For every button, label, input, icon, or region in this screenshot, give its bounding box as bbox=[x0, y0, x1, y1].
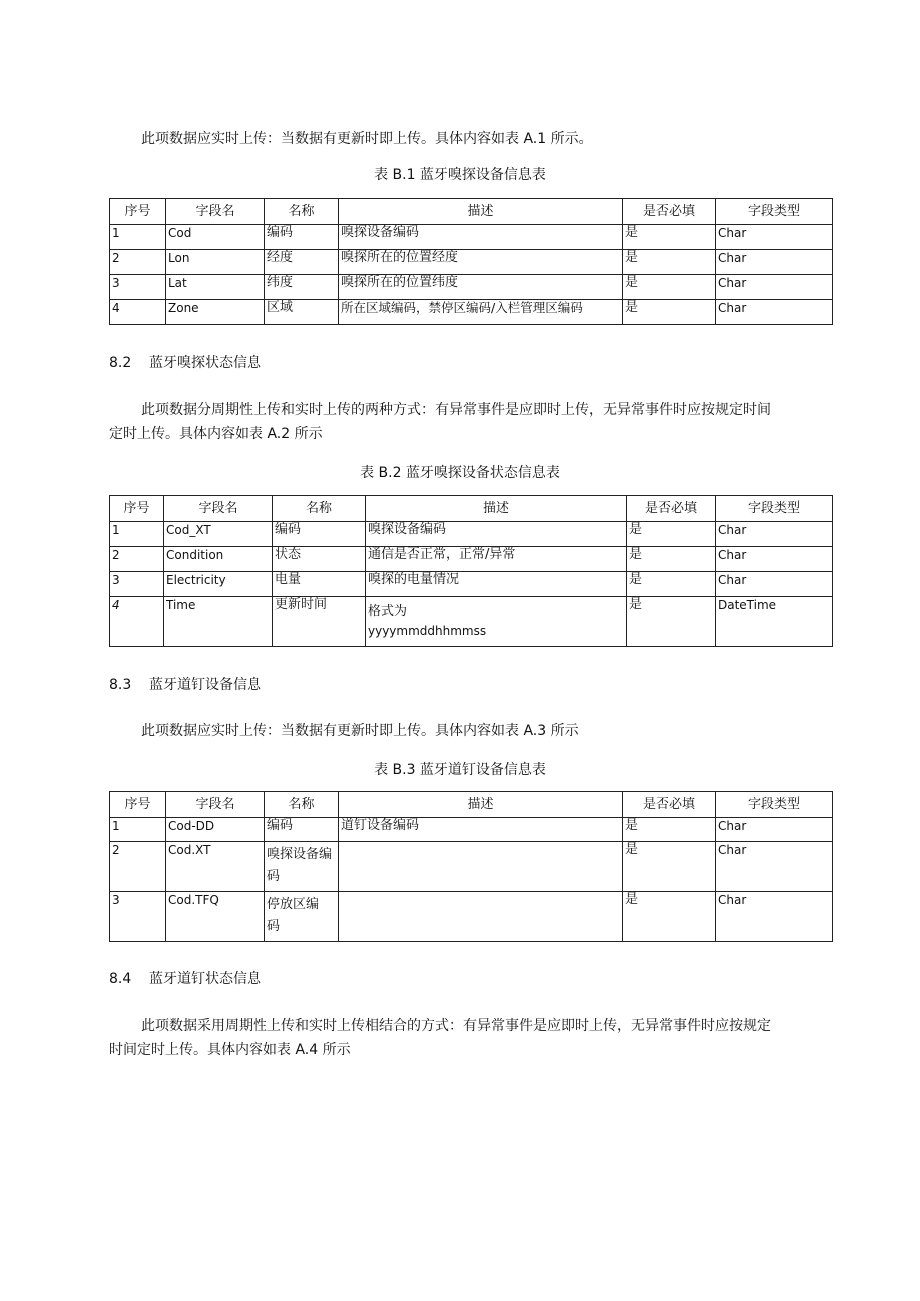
cell-type: Char bbox=[716, 892, 833, 942]
cell-desc: 通信是否正常，正常/异常 bbox=[366, 547, 627, 572]
cell-field: Cod_XT bbox=[164, 522, 273, 547]
cell-name bbox=[265, 842, 339, 892]
cell-required: 是 bbox=[627, 547, 716, 572]
cell-field: Cod.TFQ bbox=[166, 892, 265, 942]
col-header-type: 字段类型 bbox=[716, 792, 833, 818]
intro-paragraph-1: 此项数据应实时上传：当数据有更新时即上传。具体内容如表 A.1 所示。 bbox=[141, 131, 593, 147]
cell-desc: 嗅探的电量情况 bbox=[366, 572, 627, 597]
cell-desc: 嗅探设备编码 bbox=[339, 225, 623, 250]
table-row bbox=[110, 892, 833, 942]
cell-no: 2 bbox=[110, 250, 166, 275]
paragraph-4-line-1: 此项数据采用周期性上传和实时上传相结合的方式：有异常事件是应即时上传，无异常事件时应按规定 bbox=[141, 1018, 771, 1034]
cell-field: Lon bbox=[166, 250, 265, 275]
paragraph-2-line-2: 定时上传。具体内容如表 A.2 所示 bbox=[109, 426, 323, 442]
col-header-desc: 描述 bbox=[366, 496, 627, 522]
cell-field: Electricity bbox=[164, 572, 273, 597]
cell-name: 经度 bbox=[265, 250, 339, 275]
cell-required: 是 bbox=[627, 597, 716, 647]
cell-name: 状态 bbox=[273, 547, 366, 572]
col-header-no: 序号 bbox=[110, 496, 164, 522]
cell-name: 更新时间 bbox=[273, 597, 366, 647]
col-header-type: 字段类型 bbox=[716, 199, 833, 225]
cell-desc-line-1: 格式为 bbox=[368, 604, 408, 619]
cell-no: 2 bbox=[110, 547, 164, 572]
col-header-name: 名称 bbox=[265, 792, 339, 818]
cell-name-line-1: 嗅探设备编 bbox=[267, 847, 333, 862]
cell-field: Condition bbox=[164, 547, 273, 572]
table-2-caption: 表 B.2 蓝牙嗅探设备状态信息表 bbox=[360, 465, 560, 481]
table-1-caption: 表 B.1 蓝牙嗅探设备信息表 bbox=[374, 167, 546, 183]
cell-name: 编码 bbox=[265, 818, 339, 842]
table-row bbox=[110, 275, 833, 300]
cell-type: DateTime bbox=[716, 597, 833, 647]
cell-type: Char bbox=[716, 842, 833, 892]
cell-name-line-2: 码 bbox=[267, 919, 281, 934]
col-header-field: 字段名 bbox=[166, 199, 265, 225]
col-header-name: 名称 bbox=[265, 199, 339, 225]
table-row bbox=[110, 597, 833, 647]
cell-no: 4 bbox=[110, 300, 166, 325]
cell-desc bbox=[366, 597, 627, 647]
col-header-required: 是否必填 bbox=[623, 199, 716, 225]
section-heading-8-4 bbox=[109, 968, 261, 988]
cell-type: Char bbox=[716, 572, 833, 597]
col-header-required: 是否必填 bbox=[623, 792, 716, 818]
cell-field: Time bbox=[164, 597, 273, 647]
col-header-required: 是否必填 bbox=[627, 496, 716, 522]
table-row bbox=[110, 300, 833, 325]
cell-no: 1 bbox=[110, 522, 164, 547]
cell-desc: 所在区域编码，禁停区编码/入栏管理区编码 bbox=[339, 300, 623, 325]
cell-field: Cod bbox=[166, 225, 265, 250]
table-row bbox=[110, 225, 833, 250]
cell-desc bbox=[339, 842, 623, 892]
paragraph-3: 此项数据应实时上传：当数据有更新时即上传。具体内容如表 A.3 所示 bbox=[141, 723, 579, 739]
section-heading-8-3 bbox=[109, 674, 261, 694]
cell-desc-line-2: yyyymmddhhmmss bbox=[368, 624, 487, 638]
table-3 bbox=[109, 791, 833, 942]
table-row bbox=[110, 547, 833, 572]
section-number: 8.4 bbox=[109, 971, 132, 987]
col-header-field: 字段名 bbox=[166, 792, 265, 818]
cell-name-line-1: 停放区编 bbox=[267, 897, 320, 912]
cell-type: Char bbox=[716, 275, 833, 300]
table-row bbox=[110, 842, 833, 892]
cell-name: 编码 bbox=[265, 225, 339, 250]
cell-no: 1 bbox=[110, 818, 166, 842]
section-number: 8.3 bbox=[109, 677, 132, 693]
section-title: 蓝牙道钉状态信息 bbox=[149, 971, 261, 987]
cell-no: 1 bbox=[110, 225, 166, 250]
cell-field: Zone bbox=[166, 300, 265, 325]
cell-no: 3 bbox=[110, 572, 164, 597]
table-3-header-row bbox=[110, 792, 833, 818]
cell-desc: 嗅探设备编码 bbox=[366, 522, 627, 547]
section-heading-8-2 bbox=[109, 352, 261, 372]
paragraph-2-line-1: 此项数据分周期性上传和实时上传的两种方式：有异常事件是应即时上传，无异常事件时应按规定时间 bbox=[141, 402, 771, 418]
col-header-desc: 描述 bbox=[339, 792, 623, 818]
cell-type: Char bbox=[716, 818, 833, 842]
col-header-no: 序号 bbox=[110, 792, 166, 818]
cell-type: Char bbox=[716, 300, 833, 325]
cell-no: 2 bbox=[110, 842, 166, 892]
cell-type: Char bbox=[716, 547, 833, 572]
cell-name: 纬度 bbox=[265, 275, 339, 300]
paragraph-4-line-2: 时间定时上传。具体内容如表 A.4 所示 bbox=[109, 1042, 351, 1058]
cell-no: 4 bbox=[110, 597, 164, 647]
cell-no: 3 bbox=[110, 275, 166, 300]
cell-field: Lat bbox=[166, 275, 265, 300]
table-2-header-row bbox=[110, 496, 833, 522]
cell-required: 是 bbox=[623, 300, 716, 325]
col-header-name: 名称 bbox=[273, 496, 366, 522]
table-row bbox=[110, 572, 833, 597]
cell-name: 编码 bbox=[273, 522, 366, 547]
table-row bbox=[110, 522, 833, 547]
table-3-caption: 表 B.3 蓝牙道钉设备信息表 bbox=[374, 762, 546, 778]
col-header-desc: 描述 bbox=[339, 199, 623, 225]
col-header-field: 字段名 bbox=[164, 496, 273, 522]
cell-required: 是 bbox=[623, 275, 716, 300]
cell-name bbox=[265, 892, 339, 942]
table-row bbox=[110, 818, 833, 842]
cell-name: 区域 bbox=[265, 300, 339, 325]
cell-field: Cod-DD bbox=[166, 818, 265, 842]
cell-desc: 嗅探所在的位置纬度 bbox=[339, 275, 623, 300]
cell-desc: 嗅探所在的位置经度 bbox=[339, 250, 623, 275]
cell-name-line-2: 码 bbox=[267, 869, 281, 884]
cell-required: 是 bbox=[623, 892, 716, 942]
cell-desc: 道钉设备编码 bbox=[339, 818, 623, 842]
cell-required: 是 bbox=[623, 842, 716, 892]
table-row bbox=[110, 250, 833, 275]
col-header-type: 字段类型 bbox=[716, 496, 833, 522]
cell-type: Char bbox=[716, 522, 833, 547]
cell-type: Char bbox=[716, 225, 833, 250]
cell-required: 是 bbox=[627, 522, 716, 547]
cell-desc bbox=[339, 892, 623, 942]
section-title: 蓝牙道钉设备信息 bbox=[149, 677, 261, 693]
section-title: 蓝牙嗅探状态信息 bbox=[149, 355, 261, 371]
cell-field: Cod.XT bbox=[166, 842, 265, 892]
section-number: 8.2 bbox=[109, 355, 132, 371]
table-1 bbox=[109, 198, 833, 325]
table-2 bbox=[109, 495, 833, 647]
cell-required: 是 bbox=[623, 818, 716, 842]
cell-required: 是 bbox=[623, 250, 716, 275]
table-1-header-row bbox=[110, 199, 833, 225]
cell-no: 3 bbox=[110, 892, 166, 942]
col-header-no: 序号 bbox=[110, 199, 166, 225]
cell-type: Char bbox=[716, 250, 833, 275]
cell-required: 是 bbox=[627, 572, 716, 597]
cell-required: 是 bbox=[623, 225, 716, 250]
cell-name: 电量 bbox=[273, 572, 366, 597]
